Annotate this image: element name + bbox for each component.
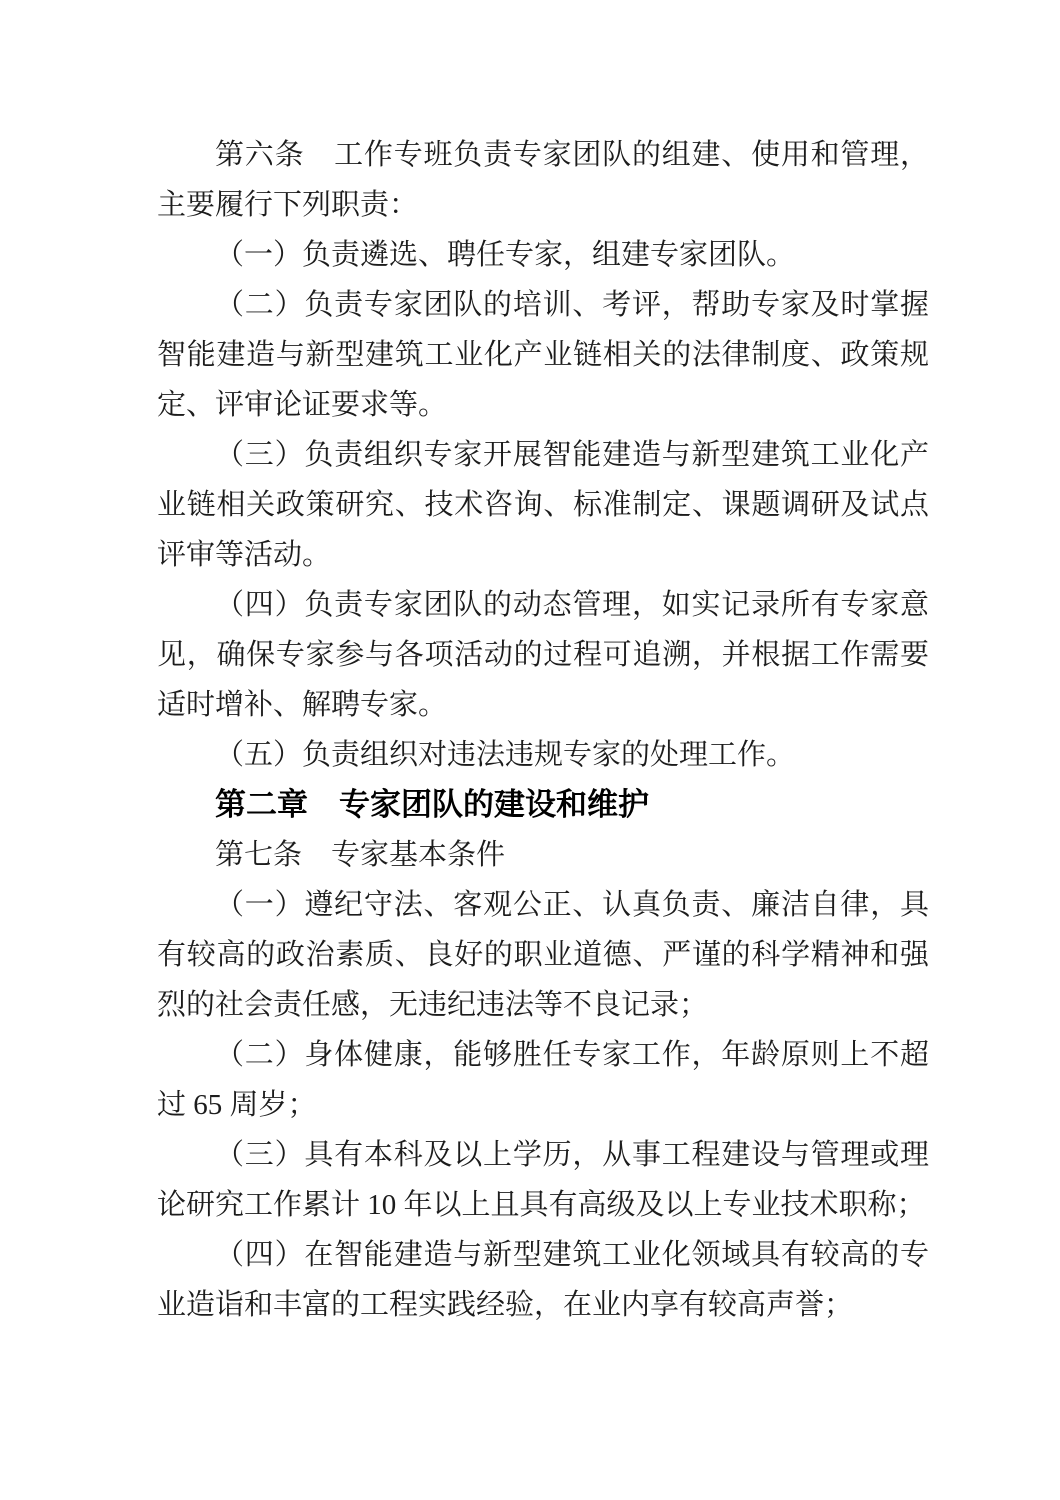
document-content — [157, 130, 929, 1330]
article-6-item-4: （四）负责专家团队的动态管理，如实记录所有专家意见，确保专家参与各项活动的过程可追溯，并根据工作需要适时增补、解聘专家。 — [157, 589, 929, 721]
article-6-intro: 第六条 工作专班负责专家团队的组建、使用和管理，主要履行下列职责： — [157, 139, 929, 221]
article-6-item-3: （三）负责组织专家开展智能建造与新型建筑工业化产业链相关政策研究、技术咨询、标准制定、课题调研及试点评审等活动。 — [157, 439, 929, 571]
article-7-item-1: （一）遵纪守法、客观公正、认真负责、廉洁自律，具有较高的政治素质、良好的职业道德、严谨的科学精神和强烈的社会责任感，无违纪违法等不良记录； — [157, 889, 929, 1021]
article-7-item-3: （三）具有本科及以上学历，从事工程建设与管理或理论研究工作累计 10 年以上且具有高级及以上专业技术职称； — [157, 1139, 929, 1221]
article-7-title: 第七条 专家基本条件 — [215, 839, 506, 871]
article-6-item-1: （一）负责遴选、聘任专家，组建专家团队。 — [215, 239, 796, 271]
article-6-item-5: （五）负责组织对违法违规专家的处理工作。 — [215, 739, 796, 771]
article-6-item-2: （二）负责专家团队的培训、考评，帮助专家及时掌握智能建造与新型建筑工业化产业链相关的法律制度、政策规定、评审论证要求等。 — [157, 289, 929, 421]
chapter-2-heading: 第二章 专家团队的建设和维护 — [215, 787, 649, 822]
article-7-item-4: （四）在智能建造与新型建筑工业化领域具有较高的专业造诣和丰富的工程实践经验，在业内享有较高声誉； — [157, 1239, 929, 1321]
article-7-item-2: （二）身体健康，能够胜任专家工作，年龄原则上不超过 65 周岁； — [157, 1039, 929, 1121]
